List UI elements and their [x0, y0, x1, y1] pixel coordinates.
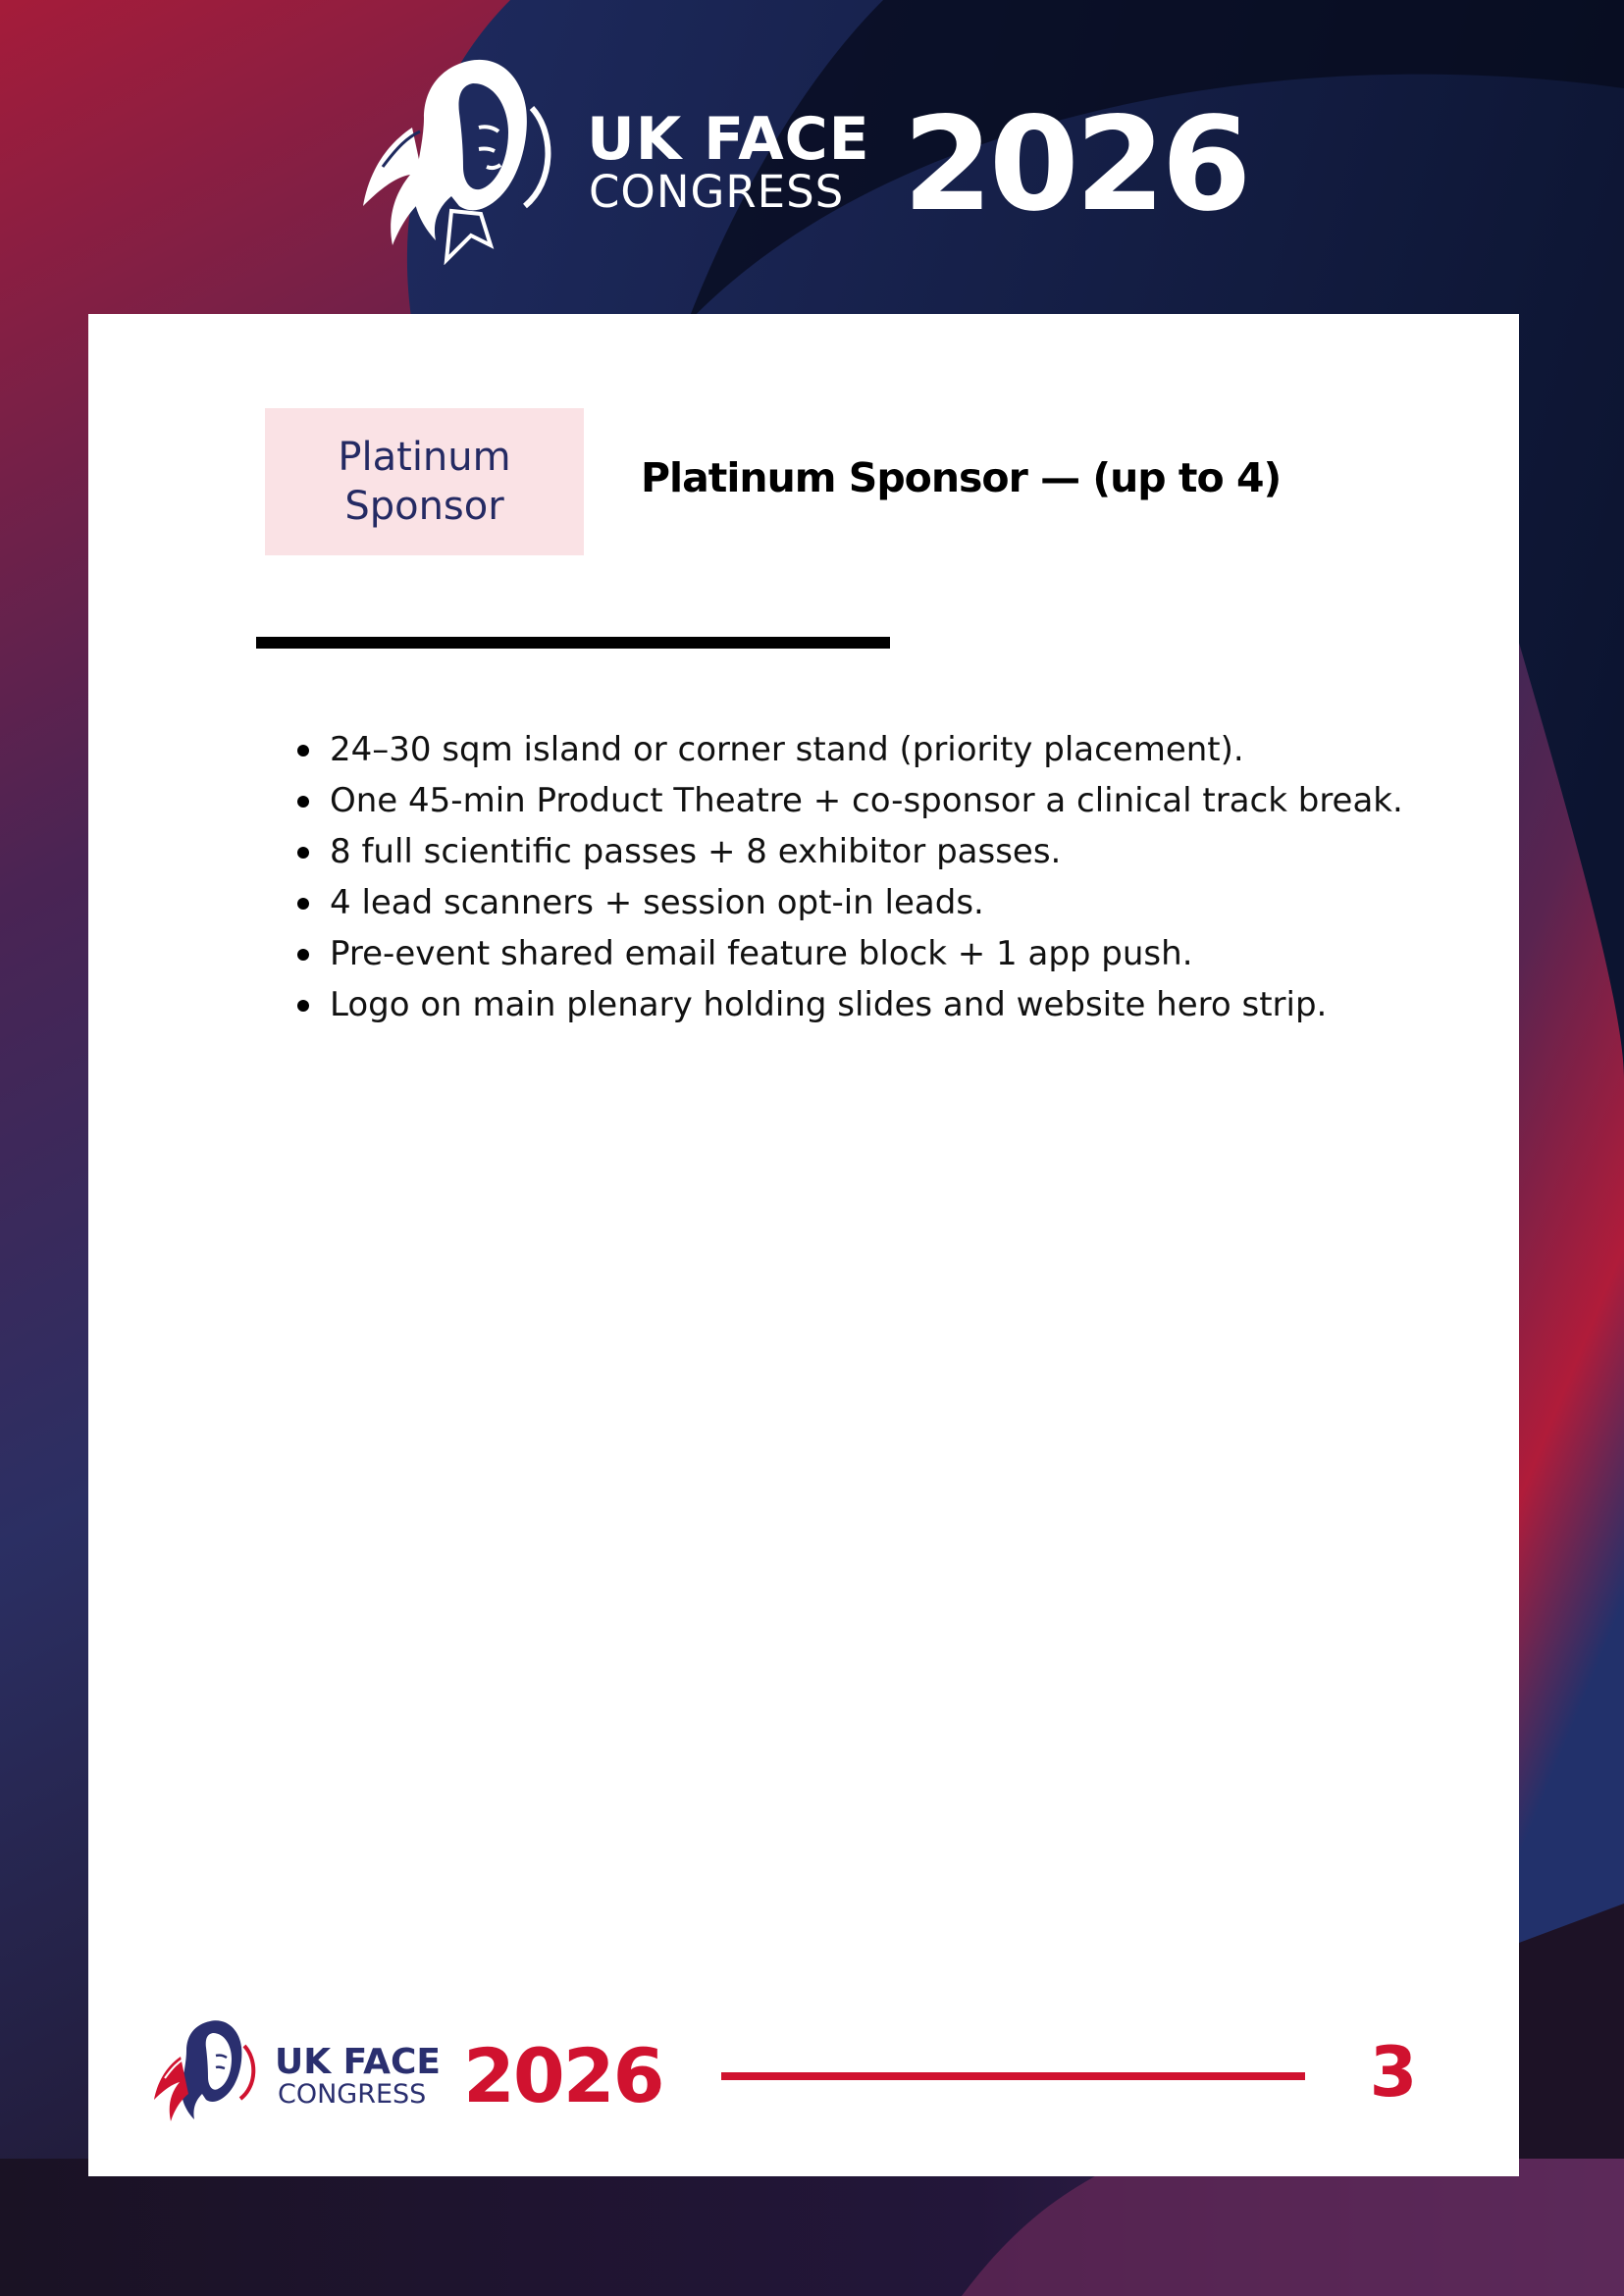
list-item: 8 full scientific passes + 8 exhibitor passes.	[330, 826, 1444, 877]
list-item: One 45-min Product Theatre + co-sponsor a clinical track break.	[330, 775, 1444, 826]
logo-congress: CONGRESS	[589, 166, 845, 218]
content-card	[88, 314, 1519, 2176]
list-item: 4 lead scanners + session opt-in leads.	[330, 877, 1444, 928]
header-logo	[353, 49, 1285, 275]
list-item: Pre-event shared email feature block + 1 app push.	[330, 928, 1444, 979]
page-title: Platinum Sponsor — (up to 4)	[641, 454, 1282, 501]
list-item: Logo on main plenary holding slides and website hero strip.	[330, 979, 1444, 1030]
woman-face-icon	[353, 49, 589, 265]
title-divider	[256, 637, 890, 649]
logo-uk-face: UK FACE	[587, 105, 870, 174]
list-item: 24–30 sqm island or corner stand (priority placement).	[330, 724, 1444, 775]
sponsor-tier-label: Platinum Sponsor	[338, 435, 511, 529]
footer-logo-uk-face: UK FACE	[275, 2042, 441, 2082]
footer-divider	[721, 2072, 1305, 2080]
footer-logo-year: 2026	[463, 2032, 663, 2119]
sponsor-tier-tag	[265, 408, 584, 555]
footer-logo-congress: CONGRESS	[278, 2079, 427, 2110]
woman-face-icon	[149, 2013, 272, 2131]
benefits-list	[290, 724, 1444, 1030]
footer-logo	[149, 2013, 699, 2141]
logo-year: 2026	[903, 89, 1248, 240]
page-number: 3	[1369, 2032, 1418, 2113]
